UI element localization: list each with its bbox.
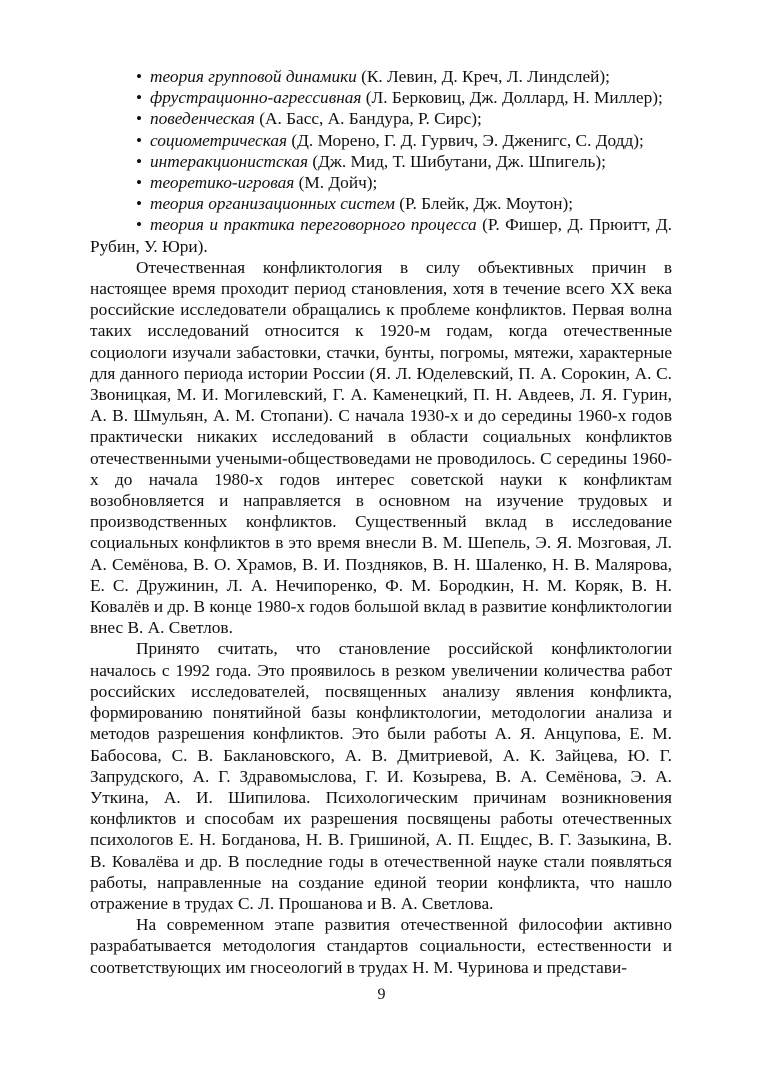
list-item [90, 151, 672, 172]
theory-term: интеракционистская [150, 151, 309, 171]
bullet-icon: • [136, 151, 143, 171]
paragraph-modern: На современном этапе развития отечественной философии активно разрабатывается методология стандартов социальности, естественности и соответствующих им гносеологий в трудах Н. М. Чуринова и представи- [90, 915, 672, 977]
theory-authors: (М. Дойч); [294, 173, 378, 193]
page-content [90, 66, 672, 978]
theories-list [90, 66, 672, 257]
theory-authors: (А. Басс, А. Бандура, Р. Сирс); [254, 109, 482, 129]
bullet-icon: • [136, 109, 143, 129]
theory-term: поведенческая [150, 109, 255, 129]
list-item [90, 214, 672, 256]
theory-authors: (Л. Берковиц, Дж. Доллард, Н. Миллер); [361, 88, 663, 108]
bullet-icon: • [136, 67, 143, 86]
theory-term: фрустрационно-агрессивная [150, 88, 362, 108]
theory-authors: (Д. Морено, Г. Д. Гурвич, Э. Дженигс, С. Додд); [287, 130, 644, 150]
list-item [90, 172, 672, 193]
bullet-icon: • [136, 215, 143, 235]
theory-authors: (Р. Блейк, Дж. Моутон); [394, 194, 574, 214]
bullet-icon: • [136, 173, 143, 193]
theory-term: теория групповой динамики [150, 67, 357, 86]
list-item [90, 108, 672, 129]
theory-term: теория и практика переговорного процесса [150, 215, 477, 235]
theory-term: социометрическая [150, 130, 288, 150]
paragraph-formation: Принято считать, что становление российской конфликтологии началось с 1992 года. Это проявилось в резком увеличении количества работ российских исследователей, посвященных анализу явления конфликта, формированию понятийной базы конфликтологии, методологии анализа и методов разрешения конфликтов. Это были работы А. Я. Анцупова, Е. М. Бабосова, С. В. Баклановского, А. В. Дмитриевой, А. К. Зайцева, Ю. Г. Запрудского, А. Г. Здравомыслова, Г. И. Козырева, В. А. Семёнова, Э. А. Уткина, А. И. Шипилова. Психологическим причинам возникновения конфликтов и способам их разрешения посвящены работы отечественных психологов Е. Н. Богданова, Н. В. Гришиной, А. П. Ещдес, В. Г. Зазыкина, В. В. Ковалёва и др. В последние годы в отечественной науке стали появляться работы, направленные на создание единой теории конфликта, что нашло отражение в трудах С. Л. Прошанова и В. А. Светлова. [90, 639, 672, 913]
list-item [90, 130, 672, 151]
list-item [90, 87, 672, 108]
theory-term: теоретико-игровая [150, 173, 295, 193]
paragraph-history: Отечественная конфликтология в силу объективных причин в настоящее время проходит период становления, хотя в течение всего XX века российские исследователи обращались к проблеме конфликтов. Первая волна таких исследований относится к 1920-м годам, когда отечественные социологи изучали забастовки, стачки, бунты, погромы, мятежи, характерные для данного периода истории России (Я. Л. Юделевский, П. А. Сорокин, А. С. Звоницкая, М. И. Могилевский, Г. А. Каменецкий, П. Н. Авдеев, Л. Я. Гурин, А. В. Шмульян, А. М. Стопани). С начала 1930-х и до середины 1960-х годов практически никаких исследований в области социальных конфликтов отечественными учеными-обществоведами не проводилось. С середины 1960-х до начала 1980-х годов интерес советской науки к конфликтам возобновляется и направляется в основном на изучение трудовых и производственных конфликтов. Существенный вклад в исследование социальных конфликтов в это время внесли В. М. Шепель, Э. Я. Мозговая, Л. А. Семёнова, В. О. Храмов, В. И. Поздняков, В. Н. Шаленко, Н. В. Малярова, Е. С. Дружинин, Л. А. Нечипоренко, Ф. М. Бородкин, Н. М. Коряк, В. Н. Ковалёв и др. В конце 1980-х годов большой вклад в развитие конфликтологии внес В. А. Светлов. [90, 257, 672, 638]
page-number: 9 [377, 986, 386, 1003]
theory-authors: (К. Левин, Д. Креч, Л. Линдслей); [356, 67, 610, 86]
list-item [90, 193, 672, 214]
list-item [90, 66, 672, 87]
bullet-icon: • [136, 130, 143, 150]
theory-authors: (Р. Фишер, Д. Прюитт, Д. Рубин, У. Юри). [90, 215, 672, 256]
bullet-icon: • [136, 194, 143, 214]
theory-term: теория организационных систем [150, 194, 395, 214]
theory-authors: (Дж. Мид, Т. Шибутани, Дж. Шпигель); [308, 151, 606, 171]
bullet-icon: • [136, 88, 143, 108]
